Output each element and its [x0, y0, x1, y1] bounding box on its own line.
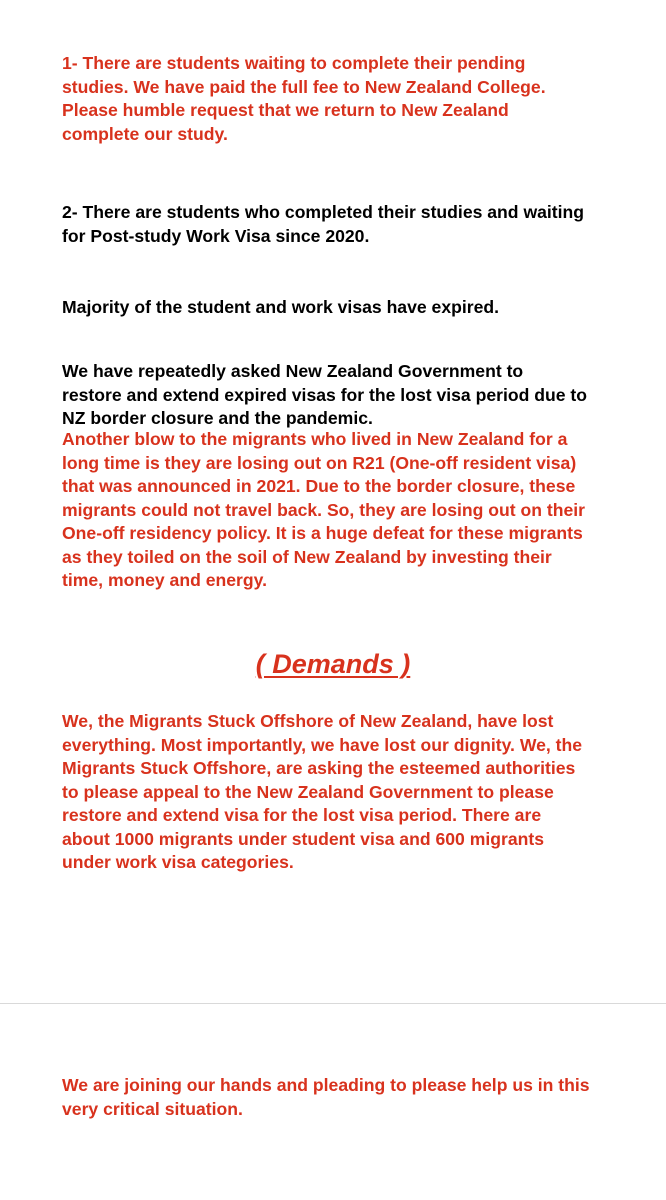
paragraph-plea: We are joining our hands and pleading to please help us in this very critical situation.: [62, 1075, 590, 1119]
paragraph-visas-expired: Majority of the student and work visas have expired.: [62, 297, 500, 317]
demands-heading: ( Demands ): [255, 649, 411, 679]
page-divider: [0, 1003, 666, 1004]
paragraph-post-study-visa: 2- There are students who completed their studies and waiting for Post-study Work Visa since 2020.: [62, 202, 585, 246]
paragraph-repeated-requests: We have repeatedly asked New Zealand Government to restore and extend expired visas for the lost visa period due to NZ border closure and the pandemic.: [62, 361, 588, 428]
paragraph-r21-visa: Another blow to the migrants who lived in New Zealand for a long time is they are losing out on R21 (One-off resident visa) that was announced in 2021. Due to the border closure, these migrants could not travel back. So, they are losing out on their One-off residency policy. It is a huge defeat for these migrants as they toiled on the soil of New Zealand by investing their time, money and energy.: [62, 429, 586, 590]
paragraph-demands: We, the Migrants Stuck Offshore of New Zealand, have lost everything. Most importantly, we have lost our dignity. We, the Migrants Stuck Offshore, are asking the esteemed authorities to please appeal to the New Zealand Government to please restore and extend visa for the lost visa period. There are about 1000 migrants under student visa and 600 migrants under work visa categories.: [62, 711, 583, 872]
paragraph-pending-studies: 1- There are students waiting to complete their pending studies. We have paid the full fee to New Zealand College. Please humble request that we return to New Zealand complete our study.: [62, 53, 546, 144]
